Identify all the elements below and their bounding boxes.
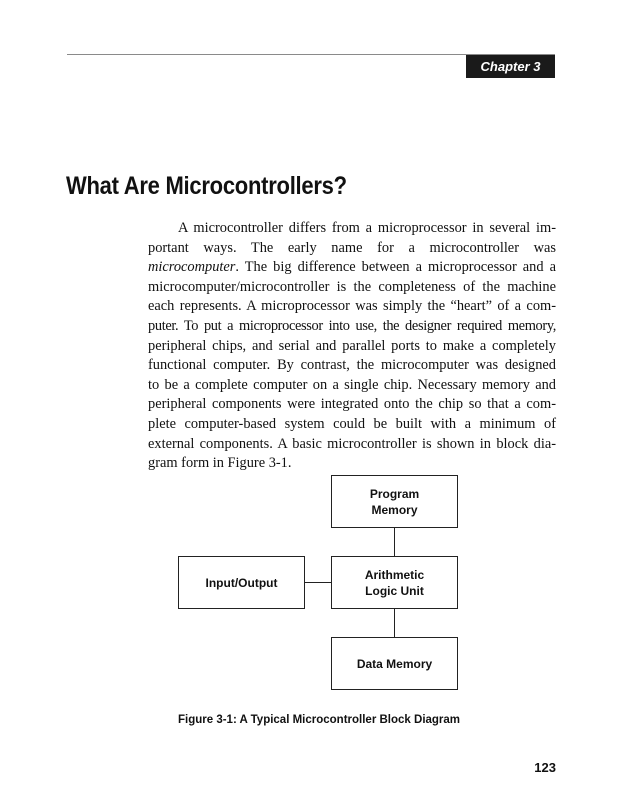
program-memory-label-line2: Memory <box>371 502 418 517</box>
body-line: puter. To put a microprocessor into use, the designer required memory, <box>148 317 556 334</box>
body-line <box>148 258 556 278</box>
alu-label-line1: Arithmetic <box>364 567 425 582</box>
body-line: functional computer. By contrast, the microcomputer was designed <box>148 357 556 374</box>
body-line: microcomputer/microcontroller is the completeness of the machine <box>148 278 556 295</box>
program-memory-block <box>331 475 458 528</box>
body-italic-term: microcomputer <box>148 259 236 276</box>
body-paragraph <box>148 219 556 474</box>
page-number: 123 <box>534 760 556 775</box>
figure-caption: Figure 3-1: A Typical Microcontroller Block Diagram <box>178 714 461 726</box>
body-line: external components. A basic microcontroller is shown in block dia- <box>148 435 556 452</box>
body-line: A microcontroller differs from a microprocessor in several im- <box>178 220 556 236</box>
body-line: peripheral components were integrated onto the chip so that a com- <box>148 396 556 413</box>
connector-program-alu <box>394 528 395 556</box>
alu-block <box>331 556 458 609</box>
input-output-label: Input/Output <box>205 575 278 590</box>
alu-label-line2: Logic Unit <box>365 583 424 598</box>
body-line-rest: . The big difference between a microprocessor and a <box>235 259 556 276</box>
program-memory-label-line1: Program <box>369 486 420 501</box>
data-memory-label: Data Memory <box>356 656 433 671</box>
page-title: What Are Microcontrollers? <box>66 172 347 200</box>
data-memory-block <box>331 637 458 690</box>
body-line: each represents. A microprocessor was simply the “heart” of a com- <box>148 298 556 315</box>
connector-alu-data <box>394 609 395 637</box>
chapter-badge: Chapter 3 <box>466 55 555 78</box>
body-line: gram form in Figure 3-1. <box>148 455 292 472</box>
input-output-block <box>178 556 305 609</box>
connector-io-alu <box>305 582 331 583</box>
body-line: plete computer-based system could be built with a minimum of <box>148 415 556 432</box>
body-line: to be a complete computer on a single chip. Necessary memory and <box>148 376 556 393</box>
body-line: peripheral chips, and serial and parallel ports to make a completely <box>148 337 556 354</box>
body-line: portant ways. The early name for a microcontroller was <box>148 239 556 256</box>
